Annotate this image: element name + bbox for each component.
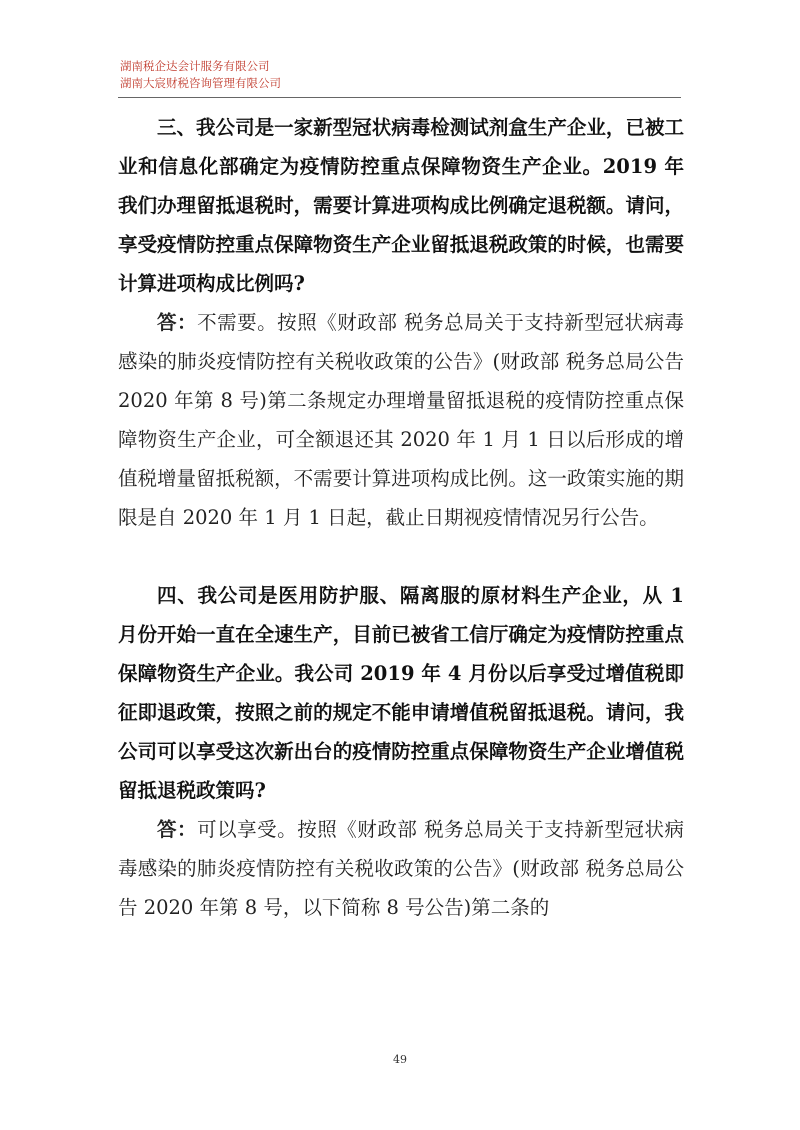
section-gap [118,537,684,576]
header-company-2: 湖南大宸财税咨询管理有限公司 [120,76,281,90]
document-header [120,58,281,92]
question-4: 四、我公司是医用防护服、隔离服的原材料生产企业，从 1 月份开始一直在全速生产，目前已被省工信厅确定为疫情防控重点保障物资生产企业。我公司 2019 年 4 月份以后享受过增值税即征即退政策，按照之前的规定不能申请增值税留抵退税。请问，我公司可以享受这次新出台的疫情防控重点保障物资生产企业增值税留抵退税政策吗? [118,584,684,802]
document-body [118,108,684,927]
question-3: 三、我公司是一家新型冠状病毒检测试剂盒生产企业，已被工业和信息化部确定为疫情防控重点保障物资生产企业。2019 年我们办理留抵退税时，需要计算进项构成比例确定退税额。请问，享受疫情防控重点保障物资生产企业留抵退税政策的时候，也需要计算进项构成比例吗? [118,116,684,295]
answer-3 [118,303,684,537]
answer-3-label: 答： [157,311,198,334]
header-company-1: 湖南税企达会计服务有限公司 [120,59,270,73]
page-number: 49 [393,1053,407,1066]
answer-4 [118,810,684,927]
answer-4-label: 答： [157,818,198,841]
header-divider [118,97,681,98]
answer-4-text: 可以享受。按照《财政部 税务总局关于支持新型冠状病毒感染的肺炎疫情防控有关税收政策的公告》(财政部 税务总局公告 2020 年第 8 号，以下简称 8 号公告)第二条的 [118,818,684,919]
answer-3-text: 不需要。按照《财政部 税务总局关于支持新型冠状病毒感染的肺炎疫情防控有关税收政策的公告》(财政部 税务总局公告 2020 年第 8 号)第二条规定办理增量留抵退税的疫情防控重点保障物资生产企业，可全额退还其 2020 年 1 月 1 日以后形成的增值税增量留抵税额，不需要计算进项构成比例。这一政策实施的期限是自 2020 年 1 月 1 日起，截止日期视疫情情况另行公告。 [118,311,684,529]
